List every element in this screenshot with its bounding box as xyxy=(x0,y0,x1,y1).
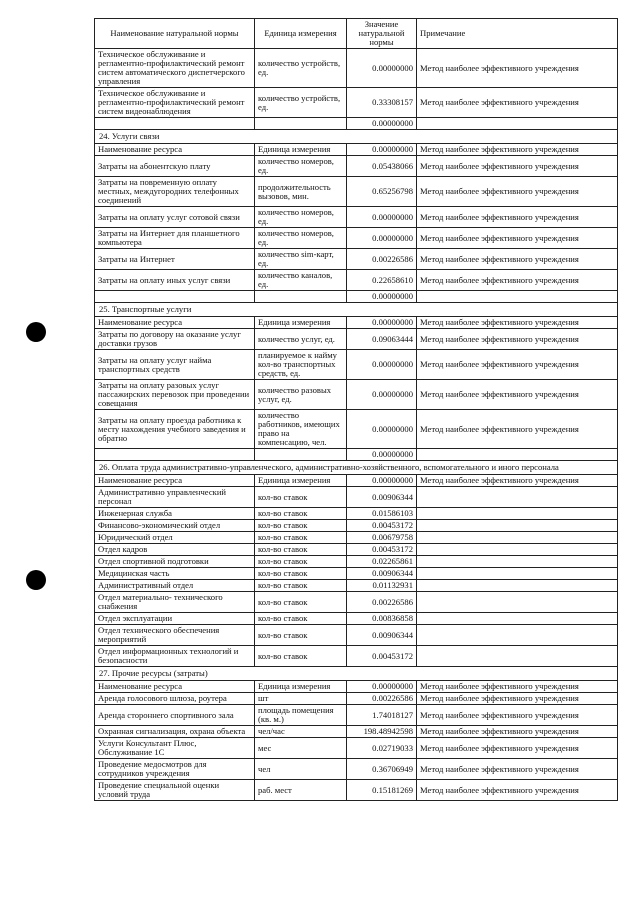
cell-note xyxy=(417,568,618,580)
cell-value: 0.00000000 xyxy=(347,449,417,461)
cell-unit: количество устройств, ед. xyxy=(255,49,347,88)
cell-note xyxy=(417,487,618,508)
table-row xyxy=(95,780,618,801)
cell-name: Отдел эксплуатации xyxy=(95,613,255,625)
cell-name xyxy=(95,291,255,303)
cell-note xyxy=(417,449,618,461)
cell-name: Затраты на оплату разовых услуг пассажирских перевозок при проведении совещания xyxy=(95,380,255,410)
cell-value: 0.05438066 xyxy=(347,156,417,177)
cell-unit: планируемое к найму кол-во транспортных средств, ед. xyxy=(255,350,347,380)
cell-unit: количество номеров, ед. xyxy=(255,228,347,249)
cell-note: Метод наиболее эффективного учреждения xyxy=(417,780,618,801)
table-row xyxy=(95,207,618,228)
cell-note xyxy=(417,508,618,520)
cell-unit: кол-во ставок xyxy=(255,487,347,508)
cell-unit: количество работников, имеющих право на компенсацию, чел. xyxy=(255,410,347,449)
table-row xyxy=(95,705,618,726)
cell-value: 0.00453172 xyxy=(347,544,417,556)
cell-value: 0.33308157 xyxy=(347,88,417,118)
cell-value: 0.00836858 xyxy=(347,613,417,625)
table-row xyxy=(95,508,618,520)
cell-note xyxy=(417,646,618,667)
cell-value: 0.00226586 xyxy=(347,693,417,705)
table-row xyxy=(95,249,618,270)
table-row xyxy=(95,410,618,449)
cell-note: Метод наиболее эффективного учреждения xyxy=(417,738,618,759)
cell-unit xyxy=(255,449,347,461)
table-row xyxy=(95,144,618,156)
cell-name: Услуги Консультант Плюс, Обслуживание 1С xyxy=(95,738,255,759)
table-row xyxy=(95,380,618,410)
cell-name: Отдел кадров xyxy=(95,544,255,556)
cell-value: 0.09063444 xyxy=(347,329,417,350)
table-row xyxy=(95,156,618,177)
table-row xyxy=(95,646,618,667)
cell-note xyxy=(417,580,618,592)
cell-name xyxy=(95,118,255,130)
cell-note xyxy=(417,613,618,625)
table-row xyxy=(95,317,618,329)
cell-note: Метод наиболее эффективного учреждения xyxy=(417,693,618,705)
cell-name: Административно управленческий персонал xyxy=(95,487,255,508)
cell-name: Затраты на абонентскую плату xyxy=(95,156,255,177)
cell-name xyxy=(95,449,255,461)
cell-value: 0.00000000 xyxy=(347,475,417,487)
cell-note: Метод наиболее эффективного учреждения xyxy=(417,410,618,449)
cell-value: 0.00000000 xyxy=(347,118,417,130)
table-row xyxy=(95,726,618,738)
cell-value: 0.00906344 xyxy=(347,487,417,508)
cell-unit: кол-во ставок xyxy=(255,592,347,613)
cell-note: Метод наиболее эффективного учреждения xyxy=(417,726,618,738)
cell-note: Метод наиболее эффективного учреждения xyxy=(417,329,618,350)
table-row xyxy=(95,532,618,544)
cell-value: 0.00000000 xyxy=(347,144,417,156)
cell-value: 0.00453172 xyxy=(347,646,417,667)
cell-name: Затраты на повременную оплату местных, междугородних телефонных соединений xyxy=(95,177,255,207)
cell-note: Метод наиболее эффективного учреждения xyxy=(417,270,618,291)
header-unit: Единица измерения xyxy=(255,19,347,49)
cell-value: 0.01586103 xyxy=(347,508,417,520)
cell-note xyxy=(417,118,618,130)
cell-name: Отдел спортивной подготовки xyxy=(95,556,255,568)
cell-unit: кол-во ставок xyxy=(255,625,347,646)
cell-unit: Единица измерения xyxy=(255,681,347,693)
cell-name: Затраты на Интернет для планшетного компьютера xyxy=(95,228,255,249)
table-row xyxy=(95,475,618,487)
table-row xyxy=(95,681,618,693)
norms-table xyxy=(94,18,618,801)
table-row xyxy=(95,556,618,568)
cell-name: Проведение медосмотров для сотрудников учреждения xyxy=(95,759,255,780)
cell-unit: чел/час xyxy=(255,726,347,738)
cell-value: 0.01132931 xyxy=(347,580,417,592)
cell-name: Медицинская часть xyxy=(95,568,255,580)
table-row xyxy=(95,592,618,613)
cell-note xyxy=(417,625,618,646)
cell-value: 0.00000000 xyxy=(347,350,417,380)
table-header-row xyxy=(95,19,618,49)
cell-value: 0.00000000 xyxy=(347,317,417,329)
cell-name: Отдел материально- технического снабжения xyxy=(95,592,255,613)
cell-unit: количество услуг, ед. xyxy=(255,329,347,350)
cell-unit: кол-во ставок xyxy=(255,508,347,520)
table-body xyxy=(95,49,618,801)
cell-name: Отдел информационных технологий и безопасности xyxy=(95,646,255,667)
cell-value: 0.00679758 xyxy=(347,532,417,544)
cell-name: Затраты на оплату услуг сотовой связи xyxy=(95,207,255,228)
cell-value: 0.00453172 xyxy=(347,520,417,532)
cell-note: Метод наиболее эффективного учреждения xyxy=(417,475,618,487)
cell-name: Аренда стороннего спортивного зала xyxy=(95,705,255,726)
cell-note: Метод наиболее эффективного учреждения xyxy=(417,759,618,780)
cell-unit xyxy=(255,291,347,303)
section-title: 27. Прочие ресурсы (затраты) xyxy=(95,667,618,681)
cell-value: 0.00000000 xyxy=(347,410,417,449)
cell-name: Юридический отдел xyxy=(95,532,255,544)
section-title: 25. Транспортные услуги xyxy=(95,303,618,317)
section-title-row xyxy=(95,667,618,681)
cell-unit xyxy=(255,118,347,130)
table-row xyxy=(95,177,618,207)
cell-value: 0.22658610 xyxy=(347,270,417,291)
header-note: Примечание xyxy=(417,19,618,49)
cell-unit: количество номеров, ед. xyxy=(255,156,347,177)
cell-note: Метод наиболее эффективного учреждения xyxy=(417,88,618,118)
cell-note xyxy=(417,592,618,613)
cell-note: Метод наиболее эффективного учреждения xyxy=(417,177,618,207)
section-title-row xyxy=(95,303,618,317)
table-row xyxy=(95,449,618,461)
cell-unit: Единица измерения xyxy=(255,144,347,156)
cell-value: 1.74018127 xyxy=(347,705,417,726)
table-row xyxy=(95,580,618,592)
table-row xyxy=(95,228,618,249)
cell-value: 0.00000000 xyxy=(347,228,417,249)
table-row xyxy=(95,693,618,705)
cell-value: 0.00226586 xyxy=(347,592,417,613)
cell-unit: чел xyxy=(255,759,347,780)
cell-note: Метод наиболее эффективного учреждения xyxy=(417,156,618,177)
cell-note: Метод наиболее эффективного учреждения xyxy=(417,49,618,88)
cell-name: Техническое обслуживание и регламентно-профилактический ремонт систем видеонаблюдения xyxy=(95,88,255,118)
section-title: 24. Услуги связи xyxy=(95,130,618,144)
cell-value: 0.02719033 xyxy=(347,738,417,759)
cell-value: 0.65256798 xyxy=(347,177,417,207)
table-row xyxy=(95,625,618,646)
cell-value: 0.00000000 xyxy=(347,380,417,410)
cell-name: Затраты на оплату иных услуг связи xyxy=(95,270,255,291)
cell-name: Техническое обслуживание и регламентно-профилактический ремонт систем автоматического диспетчерского управления xyxy=(95,49,255,88)
cell-note: Метод наиболее эффективного учреждения xyxy=(417,207,618,228)
section-title-row xyxy=(95,461,618,475)
cell-note: Метод наиболее эффективного учреждения xyxy=(417,144,618,156)
cell-note xyxy=(417,520,618,532)
cell-note: Метод наиболее эффективного учреждения xyxy=(417,681,618,693)
cell-unit: кол-во ставок xyxy=(255,646,347,667)
table-row xyxy=(95,613,618,625)
cell-value: 0.15181269 xyxy=(347,780,417,801)
table-row xyxy=(95,118,618,130)
cell-name: Наименование ресурса xyxy=(95,475,255,487)
cell-unit: кол-во ставок xyxy=(255,520,347,532)
table-row xyxy=(95,520,618,532)
cell-name: Отдел технического обеспечения мероприятий xyxy=(95,625,255,646)
cell-name: Административный отдел xyxy=(95,580,255,592)
table-row xyxy=(95,350,618,380)
cell-note: Метод наиболее эффективного учреждения xyxy=(417,317,618,329)
header-value: Значение натуральной нормы xyxy=(347,19,417,49)
cell-value: 0.02265861 xyxy=(347,556,417,568)
header-name: Наименование натуральной нормы xyxy=(95,19,255,49)
cell-value: 0.00000000 xyxy=(347,681,417,693)
section-title: 26. Оплата труда административно-управленческого, административно-хозяйственного, вспомогательного и иного персонала xyxy=(95,461,618,475)
cell-name: Наименование ресурса xyxy=(95,681,255,693)
cell-unit: кол-во ставок xyxy=(255,613,347,625)
table-row xyxy=(95,487,618,508)
cell-value: 0.36706949 xyxy=(347,759,417,780)
cell-value: 0.00000000 xyxy=(347,49,417,88)
cell-value: 0.00226586 xyxy=(347,249,417,270)
table-row xyxy=(95,88,618,118)
table-row xyxy=(95,291,618,303)
cell-value: 0.00000000 xyxy=(347,207,417,228)
cell-unit: кол-во ставок xyxy=(255,532,347,544)
section-title-row xyxy=(95,130,618,144)
cell-name: Инженерная служба xyxy=(95,508,255,520)
punch-hole xyxy=(26,322,46,342)
cell-unit: количество каналов, ед. xyxy=(255,270,347,291)
cell-note xyxy=(417,532,618,544)
cell-unit: раб. мест xyxy=(255,780,347,801)
cell-name: Затраты на оплату услуг найма транспортных средств xyxy=(95,350,255,380)
cell-unit: количество sim-карт, ед. xyxy=(255,249,347,270)
cell-name: Охранная сигнализация, охрана объекта xyxy=(95,726,255,738)
table-row xyxy=(95,568,618,580)
cell-note: Метод наиболее эффективного учреждения xyxy=(417,380,618,410)
cell-unit: мес xyxy=(255,738,347,759)
cell-name: Затраты на Интернет xyxy=(95,249,255,270)
cell-name: Наименование ресурса xyxy=(95,317,255,329)
cell-name: Затраты по договору на оказание услуг доставки грузов xyxy=(95,329,255,350)
punch-hole xyxy=(26,570,46,590)
cell-note: Метод наиболее эффективного учреждения xyxy=(417,705,618,726)
table-row xyxy=(95,759,618,780)
table-row xyxy=(95,270,618,291)
cell-value: 0.00906344 xyxy=(347,568,417,580)
cell-unit: шт xyxy=(255,693,347,705)
table-row xyxy=(95,738,618,759)
cell-note: Метод наиболее эффективного учреждения xyxy=(417,228,618,249)
cell-unit: кол-во ставок xyxy=(255,544,347,556)
cell-value: 198.48942598 xyxy=(347,726,417,738)
cell-value: 0.00000000 xyxy=(347,291,417,303)
cell-unit: количество разовых услуг, ед. xyxy=(255,380,347,410)
cell-unit: кол-во ставок xyxy=(255,568,347,580)
cell-unit: кол-во ставок xyxy=(255,556,347,568)
cell-name: Проведение специальной оценки условий труда xyxy=(95,780,255,801)
cell-unit: продолжительность вызовов, мин. xyxy=(255,177,347,207)
cell-unit: кол-во ставок xyxy=(255,580,347,592)
cell-note xyxy=(417,544,618,556)
cell-unit: количество устройств, ед. xyxy=(255,88,347,118)
cell-name: Финансово-экономический отдел xyxy=(95,520,255,532)
cell-note: Метод наиболее эффективного учреждения xyxy=(417,350,618,380)
cell-unit: Единица измерения xyxy=(255,475,347,487)
cell-name: Аренда голосового шлюза, роутера xyxy=(95,693,255,705)
cell-note xyxy=(417,291,618,303)
table-row xyxy=(95,49,618,88)
table-row xyxy=(95,544,618,556)
cell-name: Наименование ресурса xyxy=(95,144,255,156)
cell-name: Затраты на оплату проезда работника к месту нахождения учебного заведения и обратно xyxy=(95,410,255,449)
cell-unit: количество номеров, ед. xyxy=(255,207,347,228)
table-row xyxy=(95,329,618,350)
cell-unit: площадь помещения (кв. м.) xyxy=(255,705,347,726)
cell-note xyxy=(417,556,618,568)
cell-note: Метод наиболее эффективного учреждения xyxy=(417,249,618,270)
cell-value: 0.00906344 xyxy=(347,625,417,646)
cell-unit: Единица измерения xyxy=(255,317,347,329)
